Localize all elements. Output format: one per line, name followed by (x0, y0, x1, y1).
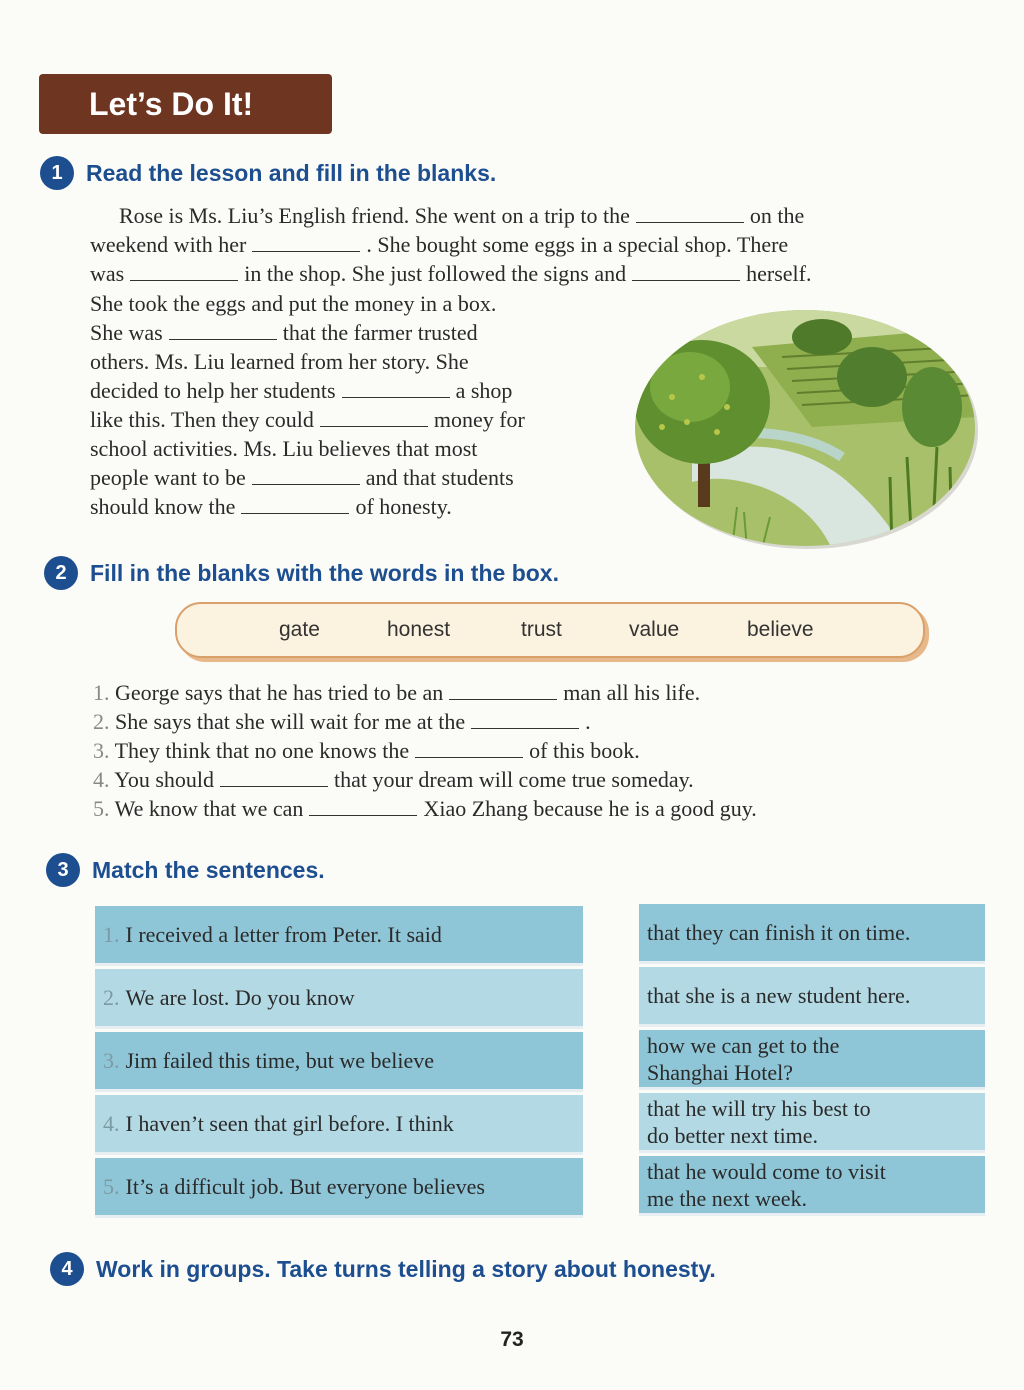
passage-line (90, 405, 525, 434)
passage-text: in the shop. She just followed the signs and (244, 261, 627, 286)
passage-text: on the (749, 203, 805, 228)
passage-text: She was (90, 320, 163, 345)
passage-text: herself. (746, 261, 812, 286)
question-text: of this book. (529, 738, 640, 763)
answer-blank[interactable] (252, 466, 360, 485)
answer-blank[interactable] (449, 681, 557, 700)
section-4-title (50, 1252, 716, 1286)
answer-blank[interactable] (636, 204, 744, 223)
question-text: George says that he has tried to be an (115, 680, 444, 705)
question-item (93, 707, 591, 736)
match-number: 1. (103, 922, 120, 947)
match-text: It’s a difficult job. But everyone believes (125, 1174, 485, 1199)
answer-blank[interactable] (220, 768, 328, 787)
answer-blank[interactable] (342, 379, 450, 398)
passage-line (90, 463, 514, 492)
section-title-text: Read the lesson and fill in the blanks. (86, 159, 497, 186)
word-option: trust (521, 618, 562, 641)
word-option: honest (387, 618, 451, 641)
match-right-item[interactable] (639, 1156, 985, 1216)
passage-line: school activities. Ms. Liu believes that most (90, 436, 478, 461)
match-text: how we can get to the (647, 1032, 840, 1058)
match-number: 2. (103, 985, 120, 1010)
match-text: that she is a new student here. (647, 983, 911, 1008)
question-number: 2. (93, 709, 110, 734)
passage-text: like this. Then they could (90, 407, 314, 432)
match-text: that they can finish it on time. (647, 920, 911, 945)
passage-line (90, 259, 812, 288)
passage-text: decided to help her students (90, 378, 336, 403)
match-left-item[interactable] (95, 1158, 583, 1218)
passage-line (90, 376, 512, 405)
match-text: that he will try his best to (647, 1095, 871, 1121)
question-text: They think that no one knows the (114, 738, 410, 763)
question-number: 3. (93, 738, 110, 763)
answer-blank[interactable] (169, 321, 277, 340)
answer-blank[interactable] (252, 233, 360, 252)
match-left-item[interactable] (95, 969, 583, 1029)
match-text: We are lost. Do you know (125, 985, 355, 1010)
passage-text: was (90, 261, 125, 286)
section-header: Let’s Do It! (39, 74, 332, 134)
match-text: that he would come to visit (647, 1158, 886, 1184)
section-number: 2 (44, 556, 78, 590)
question-number: 4. (93, 767, 110, 792)
word-box (175, 602, 925, 658)
section-number: 3 (46, 853, 80, 887)
word-option: value (629, 618, 680, 641)
passage-text: people want to be (90, 465, 246, 490)
match-number: 4. (103, 1111, 120, 1136)
question-text: She says that she will wait for me at the (115, 709, 466, 734)
answer-blank[interactable] (130, 262, 238, 281)
match-left-item[interactable] (95, 906, 583, 966)
question-text: . (585, 709, 591, 734)
passage-text: a shop (455, 378, 513, 403)
section-1-title (40, 156, 496, 190)
question-text: You should (114, 767, 215, 792)
section-number: 4 (50, 1252, 84, 1286)
passage-text: Rose is Ms. Liu’s English friend. She went on a trip to the (119, 203, 630, 228)
question-item (93, 765, 694, 794)
word-option: believe (747, 618, 814, 641)
passage-line (90, 318, 478, 347)
match-text: I received a letter from Peter. It said (125, 922, 442, 947)
match-right-item[interactable] (639, 1093, 985, 1153)
answer-blank[interactable] (471, 710, 579, 729)
answer-blank[interactable] (415, 739, 523, 758)
match-number: 5. (103, 1174, 120, 1199)
question-text: man all his life. (563, 680, 701, 705)
answer-blank[interactable] (320, 408, 428, 427)
answer-blank[interactable] (241, 495, 349, 514)
passage-text: and that students (365, 465, 514, 490)
question-item (93, 794, 757, 823)
match-text: me the next week. (647, 1185, 808, 1211)
passage-text: of honesty. (355, 494, 452, 519)
section-3-title (46, 853, 325, 887)
passage-text: should know the (90, 494, 236, 519)
answer-blank[interactable] (632, 262, 740, 281)
match-number: 3. (103, 1048, 120, 1073)
question-number: 1. (93, 680, 110, 705)
question-item (93, 678, 700, 707)
match-left-item[interactable] (95, 1095, 583, 1155)
question-text: Xiao Zhang because he is a good guy. (423, 796, 757, 821)
word-option: gate (279, 618, 320, 641)
section-title-text: Match the sentences. (92, 856, 325, 883)
passage-line (119, 201, 804, 230)
answer-blank[interactable] (309, 797, 417, 816)
match-right-item[interactable] (639, 904, 985, 964)
passage-text: weekend with her (90, 232, 247, 257)
section-2-title (44, 556, 559, 590)
passage-line (90, 492, 452, 521)
match-right-item[interactable] (639, 1030, 985, 1090)
section-title-text: Work in groups. Take turns telling a story about honesty. (96, 1255, 716, 1282)
passage-line (90, 230, 788, 259)
section-title-text: Fill in the blanks with the words in the box. (90, 559, 559, 586)
question-number: 5. (93, 796, 110, 821)
page-number: 73 (500, 1328, 524, 1351)
match-text: do better next time. (647, 1122, 819, 1148)
passage-text: money for (433, 407, 525, 432)
question-text: We know that we can (114, 796, 304, 821)
question-text: that your dream will come true someday. (334, 767, 694, 792)
match-right-item[interactable] (639, 967, 985, 1027)
match-text: Jim failed this time, but we believe (125, 1048, 435, 1073)
question-item (93, 736, 640, 765)
match-left-item[interactable] (95, 1032, 583, 1092)
passage-text: that the farmer trusted (282, 320, 478, 345)
passage-text: . She bought some eggs in a special shop. There (366, 232, 789, 257)
match-text: I haven’t seen that girl before. I think (125, 1111, 454, 1136)
passage-line: others. Ms. Liu learned from her story. She (90, 349, 469, 374)
passage-line: She took the eggs and put the money in a box. (90, 291, 497, 316)
match-text: Shanghai Hotel? (647, 1059, 794, 1085)
section-number: 1 (40, 156, 74, 190)
farm-illustration (632, 307, 978, 549)
